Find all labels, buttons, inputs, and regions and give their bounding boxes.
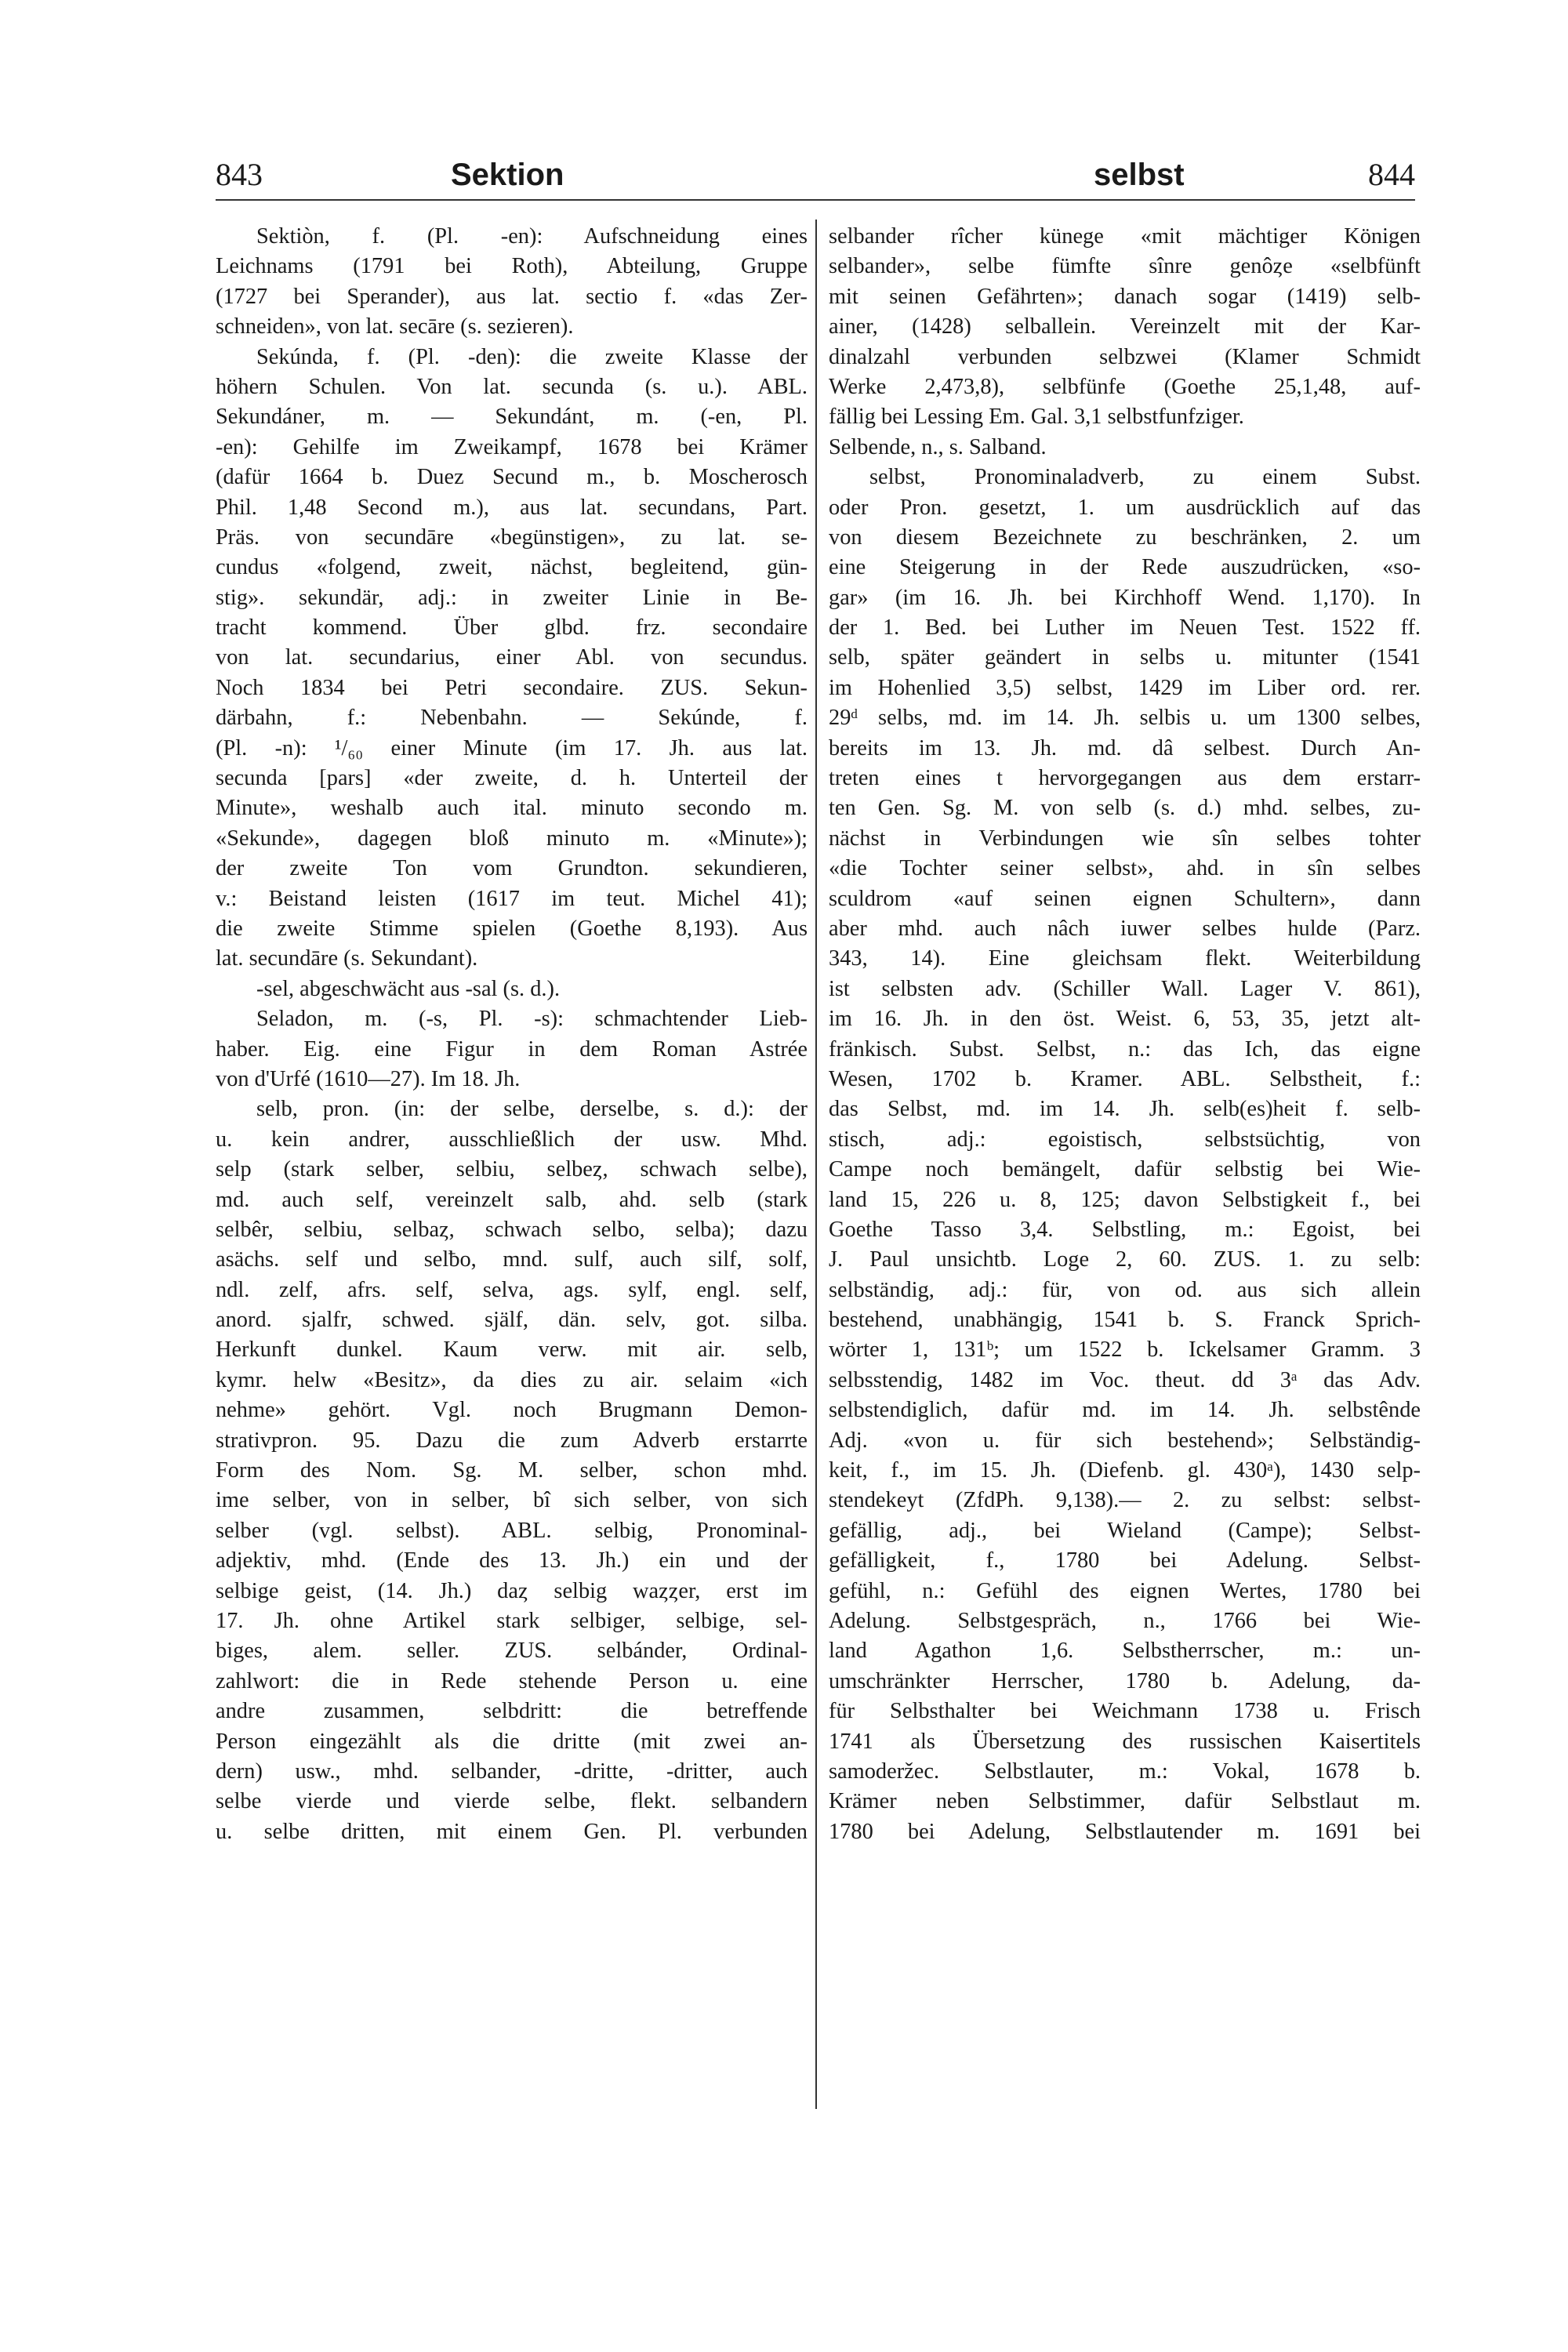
text-line: selbander rîcher künege «mit mächtiger Königen (829, 224, 1421, 249)
text-line: Sektiòn, f. (Pl. -en): Aufschneidung eines (256, 224, 808, 249)
text-line: lat. secundāre (s. Sekundant). (216, 946, 478, 971)
text-line: fällig bei Lessing Em. Gal. 3,1 selbstfunfziger. (829, 405, 1244, 430)
text-line: Selbende, n., s. Salband. (829, 434, 1047, 459)
text-line: ime selber, von in selber, bî sich selber, von sich (216, 1488, 808, 1513)
text-line: ten Gen. Sg. M. von selb (s. d.) mhd. selbes, zu- (829, 796, 1421, 821)
text-line: Sekúnda, f. (Pl. -den): die zweite Klasse der (256, 344, 808, 369)
text-line: selbst, Pronominaladverb, zu einem Subst. (869, 465, 1421, 490)
text-line: andre zusammen, selbdritt: die betreffende (216, 1699, 808, 1724)
text-line: tracht kommend. Über glbd. frz. secondaire (216, 615, 808, 641)
text-line: asächs. self und selƀo, mnd. sulf, auch silf, solf, (216, 1247, 808, 1272)
text-line: mit seinen Gefährten»; danach sogar (1419) selb- (829, 284, 1421, 309)
text-line: gar» (im 16. Jh. bei Kirchhoff Wend. 1,170). In (829, 585, 1421, 610)
page-number-left: 843 (216, 157, 263, 192)
text-line: von d'Urfé (1610—27). Im 18. Jh. (216, 1066, 521, 1091)
text-line: (dafür 1664 b. Duez Secund m., b. Moscherosch (216, 465, 808, 490)
text-line: stendekeyt (ZfdPh. 9,138).— 2. zu selbst: selbst- (829, 1488, 1421, 1513)
text-line: selber (vgl. selbst). ABL. selbig, Pronominal- (216, 1518, 808, 1543)
text-line: Wesen, 1702 b. Kramer. ABL. Selbstheit, f.: (829, 1066, 1421, 1091)
text-line: der 1. Bed. bei Luther im Neuen Test. 1522 ff. (829, 615, 1421, 641)
text-line: gefälligkeit, f., 1780 bei Adelung. Selbst- (829, 1548, 1421, 1573)
text-line: kymr. helw «Besitz», da dies zu air. selaim «ich (216, 1367, 808, 1392)
header-keyword-left: Sektion (451, 158, 564, 192)
text-line: «die Tochter seiner selbst», ahd. in sîn selbes (829, 856, 1421, 881)
text-line: biges, alem. seller. ZUS. selbánder, Ordinal- (216, 1639, 808, 1664)
page-number-right: 844 (1368, 157, 1415, 192)
text-line: treten eines t hervorgegangen aus dem erstarr- (829, 766, 1421, 791)
text-line: Phil. 1,48 Second m.), aus lat. secundans, Part. (216, 495, 808, 520)
text-line: keit, f., im 15. Jh. (Diefenb. gl. 430ᵃ), 1430 selp- (829, 1458, 1421, 1483)
text-line: selbstendiglich, dafür md. im 14. Jh. selbstênde (829, 1398, 1421, 1423)
text-line: schneiden», von lat. secāre (s. sezieren). (216, 314, 574, 339)
text-line: (1727 bei Sperander), aus lat. sectio f. «das Zer- (216, 284, 808, 309)
text-line: selbständig, adj.: für, von od. aus sich allein (829, 1277, 1421, 1302)
text-line: im Hohenlied 3,5) selbst, 1429 im Liber ord. rer. (829, 675, 1421, 700)
text-line: bestehend, unabhängig, 1541 b. S. Franck Sprich- (829, 1308, 1421, 1333)
text-line: haber. Eig. eine Figur in dem Roman Astrée (216, 1036, 808, 1062)
text-line: cundus «folgend, zweit, nächst, begleitend, gün- (216, 555, 808, 580)
text-line: selp (stark selber, selbiu, selbeȥ, schwach selbe), (216, 1157, 808, 1182)
text-line: Herkunft dunkel. Kaum verw. mit air. selb, (216, 1338, 808, 1363)
text-line: land 15, 226 u. 8, 125; davon Selbstigkeit f., bei (829, 1187, 1421, 1212)
text-line: gefällig, adj., bei Wieland (Campe); Selbst- (829, 1518, 1421, 1543)
column-divider (815, 220, 817, 2109)
text-line: stisch, adj.: egoistisch, selbstsüchtig, von (829, 1127, 1421, 1152)
text-line: sculdrom «auf seinen eignen Schultern», dann (829, 886, 1421, 911)
header-rule (216, 199, 1415, 201)
text-line: nächst in Verbindungen wie sîn selbes tohter (829, 826, 1421, 851)
text-line: ndl. zelf, afrs. self, selva, ags. sylf, engl. self, (216, 1277, 808, 1302)
text-line: das Selbst, md. im 14. Jh. selb(es)heit f. selb- (829, 1097, 1421, 1122)
text-line: selbsstendig, 1482 im Voc. theut. dd 3ᵃ das Adv. (829, 1367, 1421, 1392)
text-line: von diesem Bezeichnete zu beschränken, 2. um (829, 524, 1421, 550)
text-line: strativpron. 95. Dazu die zum Adverb erstarrte (216, 1428, 808, 1453)
text-line: Adelung. Selbstgespräch, n., 1766 bei Wie- (829, 1608, 1421, 1633)
text-line: fränkisch. Subst. Selbst, n.: das Ich, das eigne (829, 1036, 1421, 1062)
text-line: 343, 14). Eine gleichsam flekt. Weiterbildung (829, 946, 1421, 971)
text-line: J. Paul unsichtb. Loge 2, 60. ZUS. 1. zu selb: (829, 1247, 1421, 1272)
text-line: bereits im 13. Jh. md. dâ selbest. Durch An- (829, 735, 1421, 760)
text-line: md. auch self, vereinzelt salb, ahd. selb (stark (216, 1187, 808, 1212)
text-line: -en): Gehilfe im Zweikampf, 1678 bei Krämer (216, 434, 808, 459)
text-line: dinalzahl verbunden selbzwei (Klamer Schmidt (829, 344, 1421, 369)
text-line: Werke 2,473,8), selbfünfe (Goethe 25,1,48, auf- (829, 374, 1421, 399)
text-line: (Pl. -n): ¹/₆₀ einer Minute (im 17. Jh. aus lat. (216, 735, 808, 760)
text-line: anord. sjalfr, schwed. själf, dän. selv, got. silba. (216, 1308, 808, 1333)
text-line: Präs. von secundāre «begünstigen», zu lat. se- (216, 524, 808, 550)
text-line: 1741 als Übersetzung des russischen Kaisertitels (829, 1729, 1421, 1754)
text-line: «Sekunde», dagegen bloß minuto m. «Minute»); (216, 826, 808, 851)
text-line: höhern Schulen. Von lat. secunda (s. u.). ABL. (216, 374, 808, 399)
text-line: selbander», selbe fümfte sînre genôȥe «selbfünft (829, 254, 1421, 279)
text-line: Person eingezählt als die dritte (mit zwei an- (216, 1729, 808, 1754)
text-line: selb, später geändert in selbs u. mitunter (1541 (829, 645, 1421, 670)
text-line: selbêr, selbiu, selbaȥ, schwach selbo, selba); dazu (216, 1217, 808, 1242)
text-line: Seladon, m. (-s, Pl. -s): schmachtender Lieb- (256, 1007, 808, 1032)
text-line: im 16. Jh. in den öst. Weist. 6, 53, 35, jetzt alt- (829, 1007, 1421, 1032)
text-line: u. kein andrer, ausschließlich der usw. Mhd. (216, 1127, 808, 1152)
text-line: dern) usw., mhd. selbander, -dritte, -dritter, auch (216, 1759, 808, 1784)
text-line: von lat. secundarius, einer Abl. von secundus. (216, 645, 808, 670)
text-line: die zweite Stimme spielen (Goethe 8,193). Aus (216, 916, 808, 941)
text-line: 29ᵈ selbs, md. im 14. Jh. selbis u. um 1300 selbes, (829, 706, 1421, 731)
text-line: wörter 1, 131ᵇ; um 1522 b. Ickelsamer Gramm. 3 (829, 1338, 1421, 1363)
text-line: Adj. «von u. für sich bestehend»; Selbständig- (829, 1428, 1421, 1453)
text-line: aber mhd. auch nâch iuwer selbes hulde (Parz. (829, 916, 1421, 941)
text-line: stig». sekundär, adj.: in zweiter Linie in Be- (216, 585, 808, 610)
text-line: Form des Nom. Sg. M. selber, schon mhd. (216, 1458, 808, 1483)
text-line: ainer, (1428) selballein. Vereinzelt mit der Kar- (829, 314, 1421, 339)
text-line: 1780 bei Adelung, Selbstlautender m. 1691 bei (829, 1819, 1421, 1844)
text-line: u. selbe dritten, mit einem Gen. Pl. verbunden (216, 1819, 808, 1844)
text-line: eine Steigerung in der Rede auszudrücken, «so- (829, 555, 1421, 580)
text-line: Krämer neben Selbstimmer, dafür Selbstlaut m. (829, 1789, 1421, 1814)
text-line: Noch 1834 bei Petri secondaire. ZUS. Sekun- (216, 675, 808, 700)
text-line: samoderžec. Selbstlauter, m.: Vokal, 1678 b. (829, 1759, 1421, 1784)
text-line: der zweite Ton vom Grundton. sekundieren, (216, 856, 808, 881)
text-line: Minute», weshalb auch ital. minuto secondo m. (216, 796, 808, 821)
text-line: selbe vierde und vierde selbe, flekt. selbandern (216, 1789, 808, 1814)
text-line: oder Pron. gesetzt, 1. um ausdrücklich auf das (829, 495, 1421, 520)
text-line: selb, pron. (in: der selbe, derselbe, s. d.): der (256, 1097, 808, 1122)
text-line: zahlwort: die in Rede stehende Person u. eine (216, 1668, 808, 1693)
text-line: Sekundáner, m. — Sekundánt, m. (-en, Pl. (216, 405, 808, 430)
text-line: secunda [pars] «der zweite, d. h. Unterteil der (216, 766, 808, 791)
text-line: nehme» gehört. Vgl. noch Brugmann Demon- (216, 1398, 808, 1423)
text-line: Leichnams (1791 bei Roth), Abteilung, Gruppe (216, 254, 808, 279)
text-line: land Agathon 1,6. Selbstherrscher, m.: un- (829, 1639, 1421, 1664)
left-column (216, 222, 808, 1847)
text-line: -sel, abgeschwächt aus -sal (s. d.). (256, 976, 561, 1001)
text-line: därbahn, f.: Nebenbahn. — Sekúnde, f. (216, 706, 808, 731)
text-line: ist selbsten adv. (Schiller Wall. Lager V. 861), (829, 976, 1421, 1001)
text-line: Campe noch bemängelt, dafür selbstig bei Wie- (829, 1157, 1421, 1182)
right-column (829, 222, 1421, 1847)
text-line: Goethe Tasso 3,4. Selbstling, m.: Egoist, bei (829, 1217, 1421, 1242)
text-line: selbige geist, (14. Jh.) daȥ selbig waȥȥer, erst im (216, 1578, 808, 1603)
text-line: 17. Jh. ohne Artikel stark selbiger, selbige, sel- (216, 1608, 808, 1633)
text-line: gefühl, n.: Gefühl des eignen Wertes, 1780 bei (829, 1578, 1421, 1603)
page-header (216, 155, 1415, 194)
text-line: für Selbsthalter bei Weichmann 1738 u. Frisch (829, 1699, 1421, 1724)
text-line: v.: Beistand leisten (1617 im teut. Michel 41); (216, 886, 808, 911)
header-keyword-right: selbst (1094, 158, 1185, 192)
text-line: umschränkter Herrscher, 1780 b. Adelung, da- (829, 1668, 1421, 1693)
text-line: adjektiv, mhd. (Ende des 13. Jh.) ein und der (216, 1548, 808, 1573)
